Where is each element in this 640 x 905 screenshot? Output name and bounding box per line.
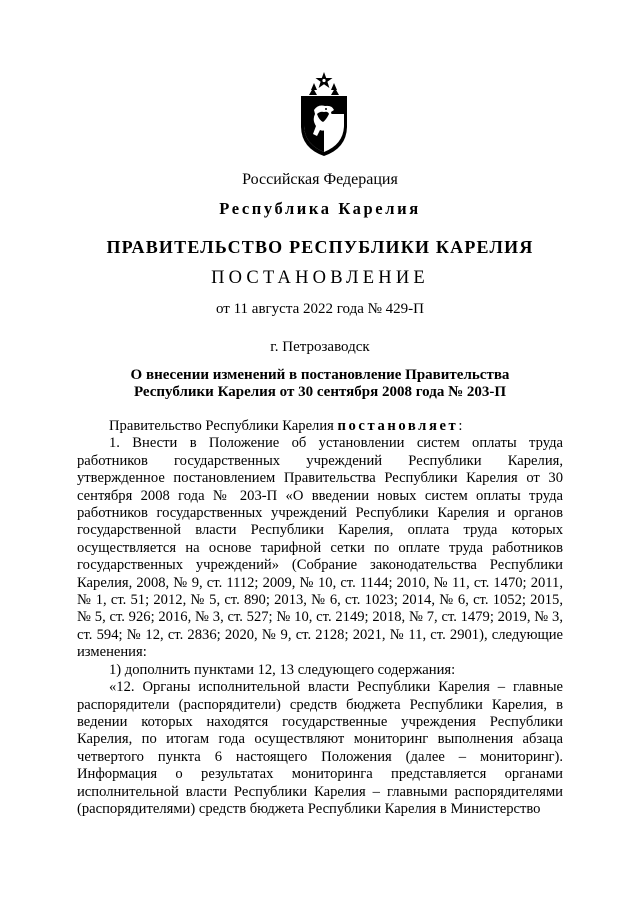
title-line-1: О внесении изменений в постановление Правительства (130, 367, 510, 383)
item-1-paragraph: 1. Внести в Положение об установлении систем оплаты труда работников государственных учреждений Республики Карелия, утвержденное постановлением Правительства Республики Карелия от 30 сентября 2008 года № 203-П «О введении новых систем оплаты труда работников государственных учреждений Республики Карелия и органов государственной власти Республики Карелия, оплата труда которых осуществляется на основе тарифной сетки по оплате труда работников государственных учреждений» (Собрание законодательства Республики Карелия, 2008, № 9, ст. 1112; 2009, № 10, ст. 1144; 2010, № 11, ст. 1470; 2011, № 1, ст. 51; 2012, № 5, ст. 890; 2013, № 6, ст. 1023; 2014, № 6, ст. 1052; 2015, № 5, ст. 926; 2016, № 3, ст. 527; № 10, ст. 2149; 2018, № 7, ст. 1479; 2019, № 3, ст. 594; № 12, ст. 2836; 2020, № 9, ст. 2128; 2021, № 11, ст. 2901), следующие изменения: (77, 435, 563, 661)
city: г. Петрозаводск (270, 339, 370, 355)
document-type: ПОСТАНОВЛЕНИЕ (211, 268, 429, 288)
republic-name: Республика Карелия (219, 199, 421, 218)
government-name: ПРАВИТЕЛЬСТВО РЕСПУБЛИКИ КАРЕЛИЯ (106, 237, 534, 257)
intro-paragraph (77, 418, 563, 435)
intro-text: Правительство Республики Карелия (109, 418, 338, 434)
intro-colon: : (458, 418, 463, 434)
country-name: Российская Федерация (242, 171, 398, 188)
subitem-1-paragraph: 1) дополнить пунктами 12, 13 следующего содержания: (109, 661, 456, 678)
intro-verb: постановляет (337, 418, 459, 434)
date-number: от 11 августа 2022 года № 429-П (215, 301, 425, 317)
title-line-2: Республики Карелия от 30 сентября 2008 года № 203-П (133, 384, 507, 400)
karelia-coat-of-arms-icon (298, 70, 350, 158)
document-title (0, 367, 640, 401)
document-body (77, 418, 563, 818)
quote-item-12-paragraph: «12. Органы исполнительной власти Республики Карелия – главные распорядители (распорядители) средств бюджета Республики Карелия, в ведении которых находятся государственные учреждения Республики Карелия, по итогам года осуществляют мониторинг выполнения абзаца четвертого пункта 6 настоящего Положения (далее – мониторинг). Информация о результатах мониторинга представляется органами исполнительной власти Республики Карелия – главными распорядителями (распорядителями) средств бюджета Республики Карелия в Министерство (77, 679, 563, 817)
